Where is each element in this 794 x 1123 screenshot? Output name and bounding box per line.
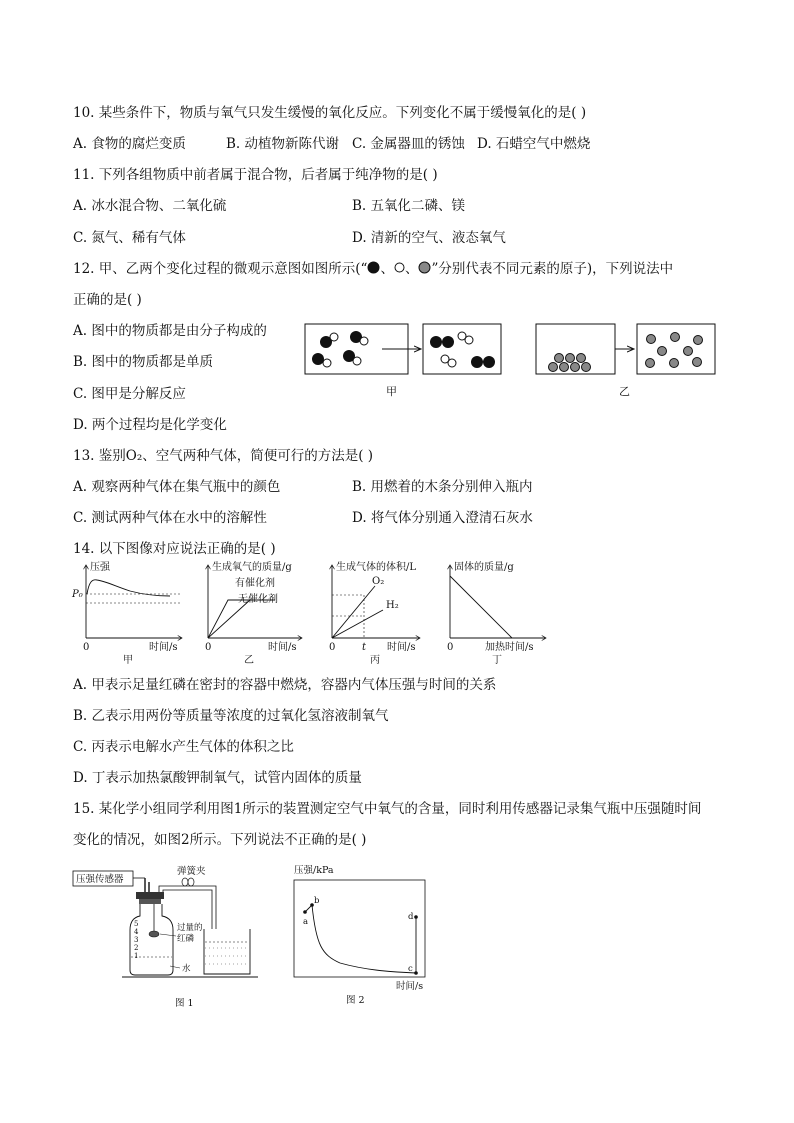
mark-2: 2 — [134, 944, 139, 952]
q12-option-c: C. 图甲是分解反应 — [73, 386, 186, 402]
rubber-stopper — [136, 892, 164, 899]
figure-1-caption: 图 1 — [175, 998, 194, 1009]
q13-option-b: B. 用燃着的木条分别伸入瓶内 — [352, 479, 533, 495]
q13-option-d: D. 将气体分别通入澄清石灰水 — [352, 510, 533, 526]
jia-xlabel: 时间/s — [149, 642, 178, 653]
graph-jia — [71, 561, 182, 666]
graph-yi — [205, 560, 302, 666]
catalyst-curve — [208, 600, 275, 638]
jia-ylabel: 压强 — [90, 562, 110, 573]
graph-ding — [447, 560, 546, 666]
solid-mass-line — [450, 576, 512, 638]
figure-2-caption: 图 2 — [346, 995, 365, 1006]
mark-4: 4 — [134, 928, 139, 936]
yi-name: 乙 — [244, 655, 254, 666]
q12-diagram — [300, 318, 730, 403]
q14-option-c: C. 丙表示电解水产生气体的体积之比 — [73, 739, 294, 755]
q12-stem-pre: 12. 甲、乙两个变化过程的微观示意图如图所示(“ — [73, 261, 368, 277]
jia-origin: 0 — [83, 642, 90, 653]
q15-stem-line2: 变化的情况，如图2所示。下列说法不正确的是( ) — [73, 832, 367, 848]
q11-option-d: D. 清新的空气、液态氧气 — [352, 230, 506, 246]
jia-name: 甲 — [123, 655, 133, 666]
pressure-sensor-label: 压强传感器 — [76, 874, 124, 885]
point-c-label: c — [408, 964, 413, 974]
bing-ylabel: 生成气体的体积/L — [336, 562, 417, 573]
q12-option-d: D. 两个过程均是化学变化 — [73, 417, 227, 433]
q12-sep-1: 、 — [380, 261, 394, 277]
ding-ylabel: 固体的质量/g — [454, 562, 514, 573]
figure-2-ylabel: 压强/kPa — [294, 865, 334, 876]
bing-xlabel: 时间/s — [387, 642, 416, 653]
q12-stem — [73, 260, 673, 278]
o2-line — [332, 586, 375, 638]
yi-ylabel: 生成氧气的质量/g — [212, 562, 292, 573]
figure-2-xlabel: 时间/s — [396, 981, 424, 992]
q13-option-c: C. 测试两种气体在水中的溶解性 — [73, 510, 267, 526]
ding-name: 丁 — [492, 655, 502, 666]
figure-2-frame — [294, 880, 425, 977]
q12-option-b: B. 图中的物质都是单质 — [73, 354, 214, 370]
q14-graphs — [70, 560, 560, 670]
jia-p0-label: P₀ — [72, 589, 83, 600]
grey-atom-icon — [418, 261, 431, 274]
q10-option-d: D. 石蜡空气中燃烧 — [477, 136, 591, 152]
graph-bing — [329, 560, 420, 666]
q11-option-a: A. 冰水混合物、二氧化硫 — [73, 198, 227, 214]
bing-name: 丙 — [370, 655, 380, 666]
h2-line — [332, 610, 383, 638]
yi-xlabel: 时间/s — [268, 642, 297, 653]
spring-clamp-label: 弹簧夹 — [177, 866, 206, 877]
label-yi: 乙 — [619, 385, 630, 398]
point-a-label: a — [303, 917, 309, 927]
bing-origin: 0 — [329, 642, 336, 653]
beaker — [204, 929, 250, 974]
phosphorus-label-2: 红磷 — [177, 934, 195, 944]
bing-h2-label: H₂ — [386, 600, 399, 611]
mark-1: 1 — [134, 952, 139, 960]
q10-option-c: C. 金属器皿的锈蚀 — [352, 136, 465, 152]
q11-option-b: B. 五氧化二磷、镁 — [352, 198, 466, 214]
label-jia: 甲 — [386, 385, 397, 398]
phosphorus-label-1: 过量的 — [177, 923, 203, 933]
water-label: 水 — [182, 964, 191, 974]
q15-stem: 15. 某化学小组同学利用图1所示的装置测定空气中氧气的含量，同时利用传感器记录集气瓶中压强随时间 — [73, 801, 702, 817]
q11-option-c: C. 氮气、稀有气体 — [73, 230, 186, 246]
mark-3: 3 — [134, 936, 139, 944]
bing-o2-label: O₂ — [372, 576, 385, 587]
yi-curve2-label: 无催化剂 — [238, 594, 278, 605]
q12-sep-2: 、 — [404, 261, 419, 277]
q14-stem: 14. 以下图像对应说法正确的是( ) — [73, 541, 276, 557]
bing-t-label: t — [362, 642, 367, 653]
q12-stem-line2: 正确的是( ) — [73, 292, 142, 308]
q13-stem: 13. 鉴别O₂、空气两种气体，简便可行的方法是( ) — [73, 448, 374, 464]
no-catalyst-curve — [208, 600, 250, 638]
white-atom-icon — [394, 262, 405, 273]
yi-origin: 0 — [205, 642, 212, 653]
q12-stem-post: ”分别代表不同元素的原子)，下列说法中 — [431, 261, 674, 277]
q14-option-b: B. 乙表示用两份等质量等浓度的过氧化氢溶液制氧气 — [73, 708, 389, 724]
q14-option-a: A. 甲表示足量红磷在密封的容器中燃烧，容器内气体压强与时间的关系 — [73, 677, 497, 693]
point-b-label: b — [314, 896, 320, 906]
ding-origin: 0 — [447, 642, 454, 653]
yi-curve1-label: 有催化剂 — [235, 578, 275, 589]
black-atom-icon — [367, 261, 380, 274]
q15-figure-1 — [70, 862, 265, 1012]
q12-option-a: A. 图中的物质都是由分子构成的 — [73, 323, 267, 339]
point-d-label: d — [408, 912, 414, 922]
q13-option-a: A. 观察两种气体在集气瓶中的颜色 — [73, 479, 281, 495]
pressure-curve — [87, 580, 170, 596]
q11-stem: 11. 下列各组物质中前者属于混合物，后者属于纯净物的是( ) — [73, 167, 438, 183]
ding-xlabel: 加热时间/s — [485, 642, 534, 653]
mark-5: 5 — [134, 920, 139, 928]
q14-option-d: D. 丁表示加热氯酸钾制氧气，试管内固体的质量 — [73, 770, 362, 786]
q10-option-b: B. 动植物新陈代谢 — [226, 136, 340, 152]
q10-option-a: A. 食物的腐烂变质 — [73, 136, 186, 152]
q10-stem: 10. 某些条件下，物质与氧气只发生缓慢的氧化反应。下列变化不属于缓慢氧化的是( ) — [73, 105, 587, 121]
q15-figure-2 — [290, 860, 435, 1010]
